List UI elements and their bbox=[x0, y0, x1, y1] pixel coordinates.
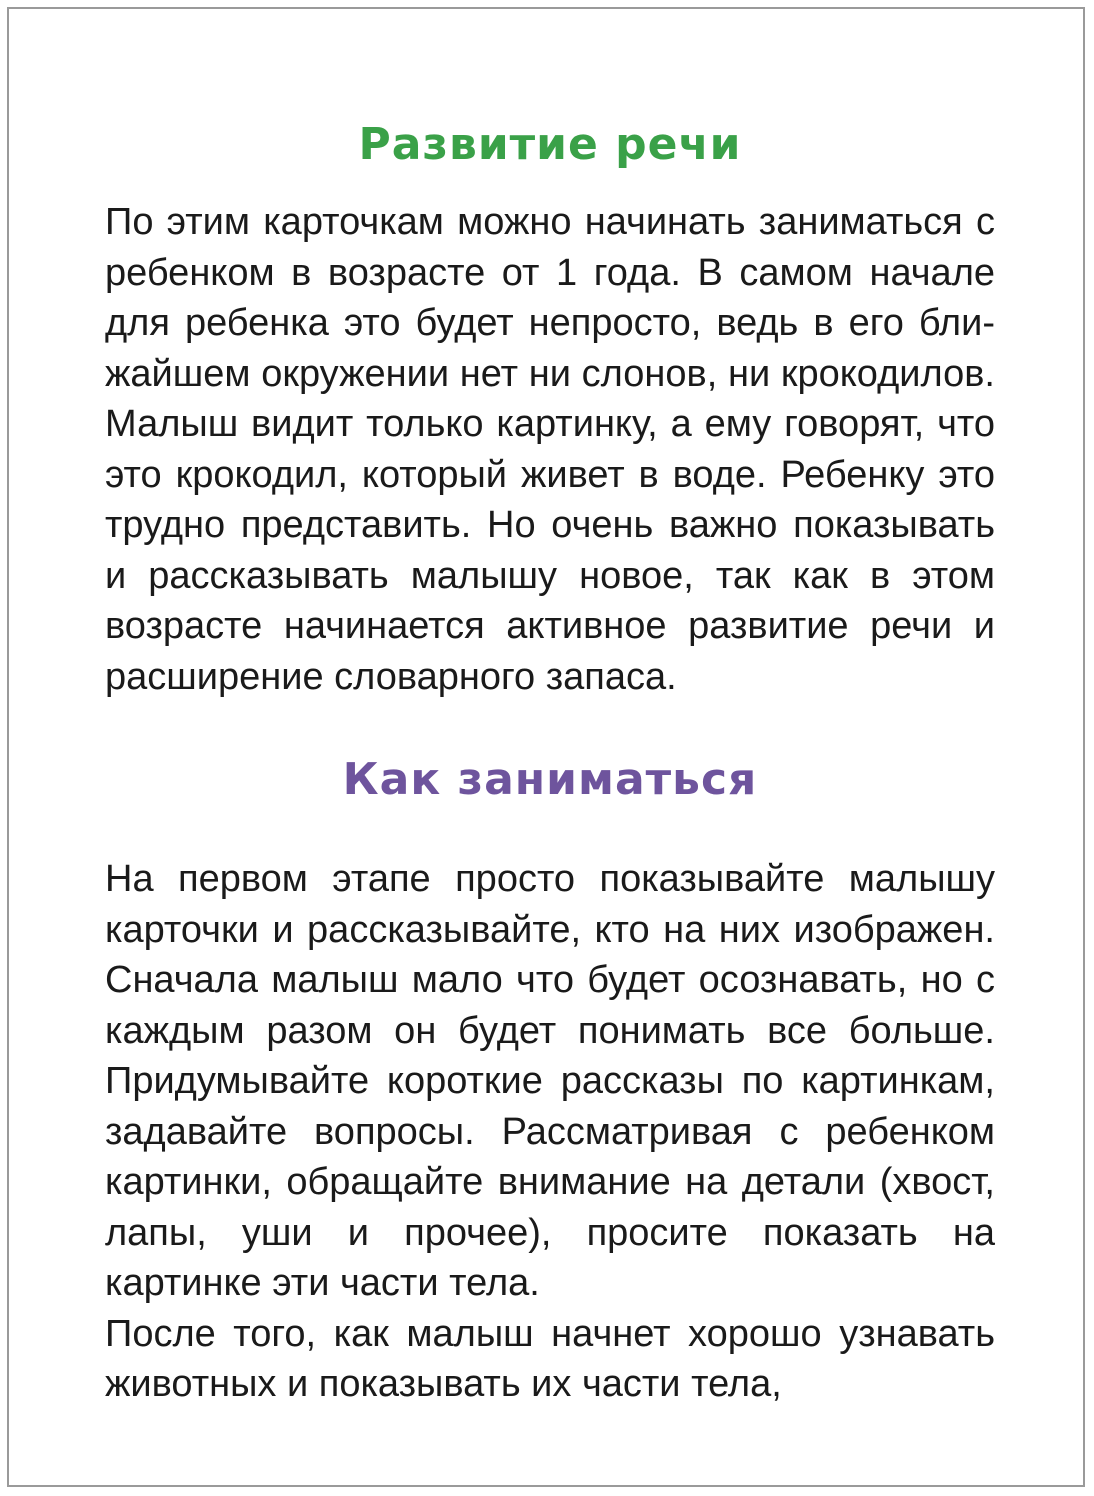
section-title-how-to-practice: Как заниматься bbox=[342, 754, 758, 805]
speech-development-paragraph: По этим карточкам можно начинать заниматься с ребенком в возрасте от 1 года. В самом начале для ребенка это будет непросто, ведь в его ближайшем окружении нет ни слонов, ни крокодилов. Малыш видит только картинку, а ему говорят, что это крокодил, который живет в воде. Ребенку это трудно представить. Но очень важно показывать и рассказывать малышу новое, так как в этом возрасте начинается активное развитие речи и расширение словарного запаса. bbox=[105, 201, 995, 698]
how-to-practice-paragraph-1: На первом этапе просто показывайте малышу карточки и рассказывайте, кто на них изображен. Сначала малыш мало что будет осознавать, но с каждым разом он будет понимать все больше. Придумывайте короткие рассказы по картинкам, задавайте вопросы. Рассматривая с ребенком картинки, обращайте внимание на детали (хвост, лапы, уши и прочее), просите показать на картинке эти части тела. bbox=[105, 858, 995, 1304]
section-title-speech-development: Развитие речи bbox=[358, 119, 742, 170]
how-to-practice-paragraph-2: После того, как малыш начнет хорошо узнавать животных и показывать их части тела, bbox=[105, 1312, 995, 1405]
page-card bbox=[7, 7, 1085, 1487]
page-content bbox=[105, 113, 995, 1410]
